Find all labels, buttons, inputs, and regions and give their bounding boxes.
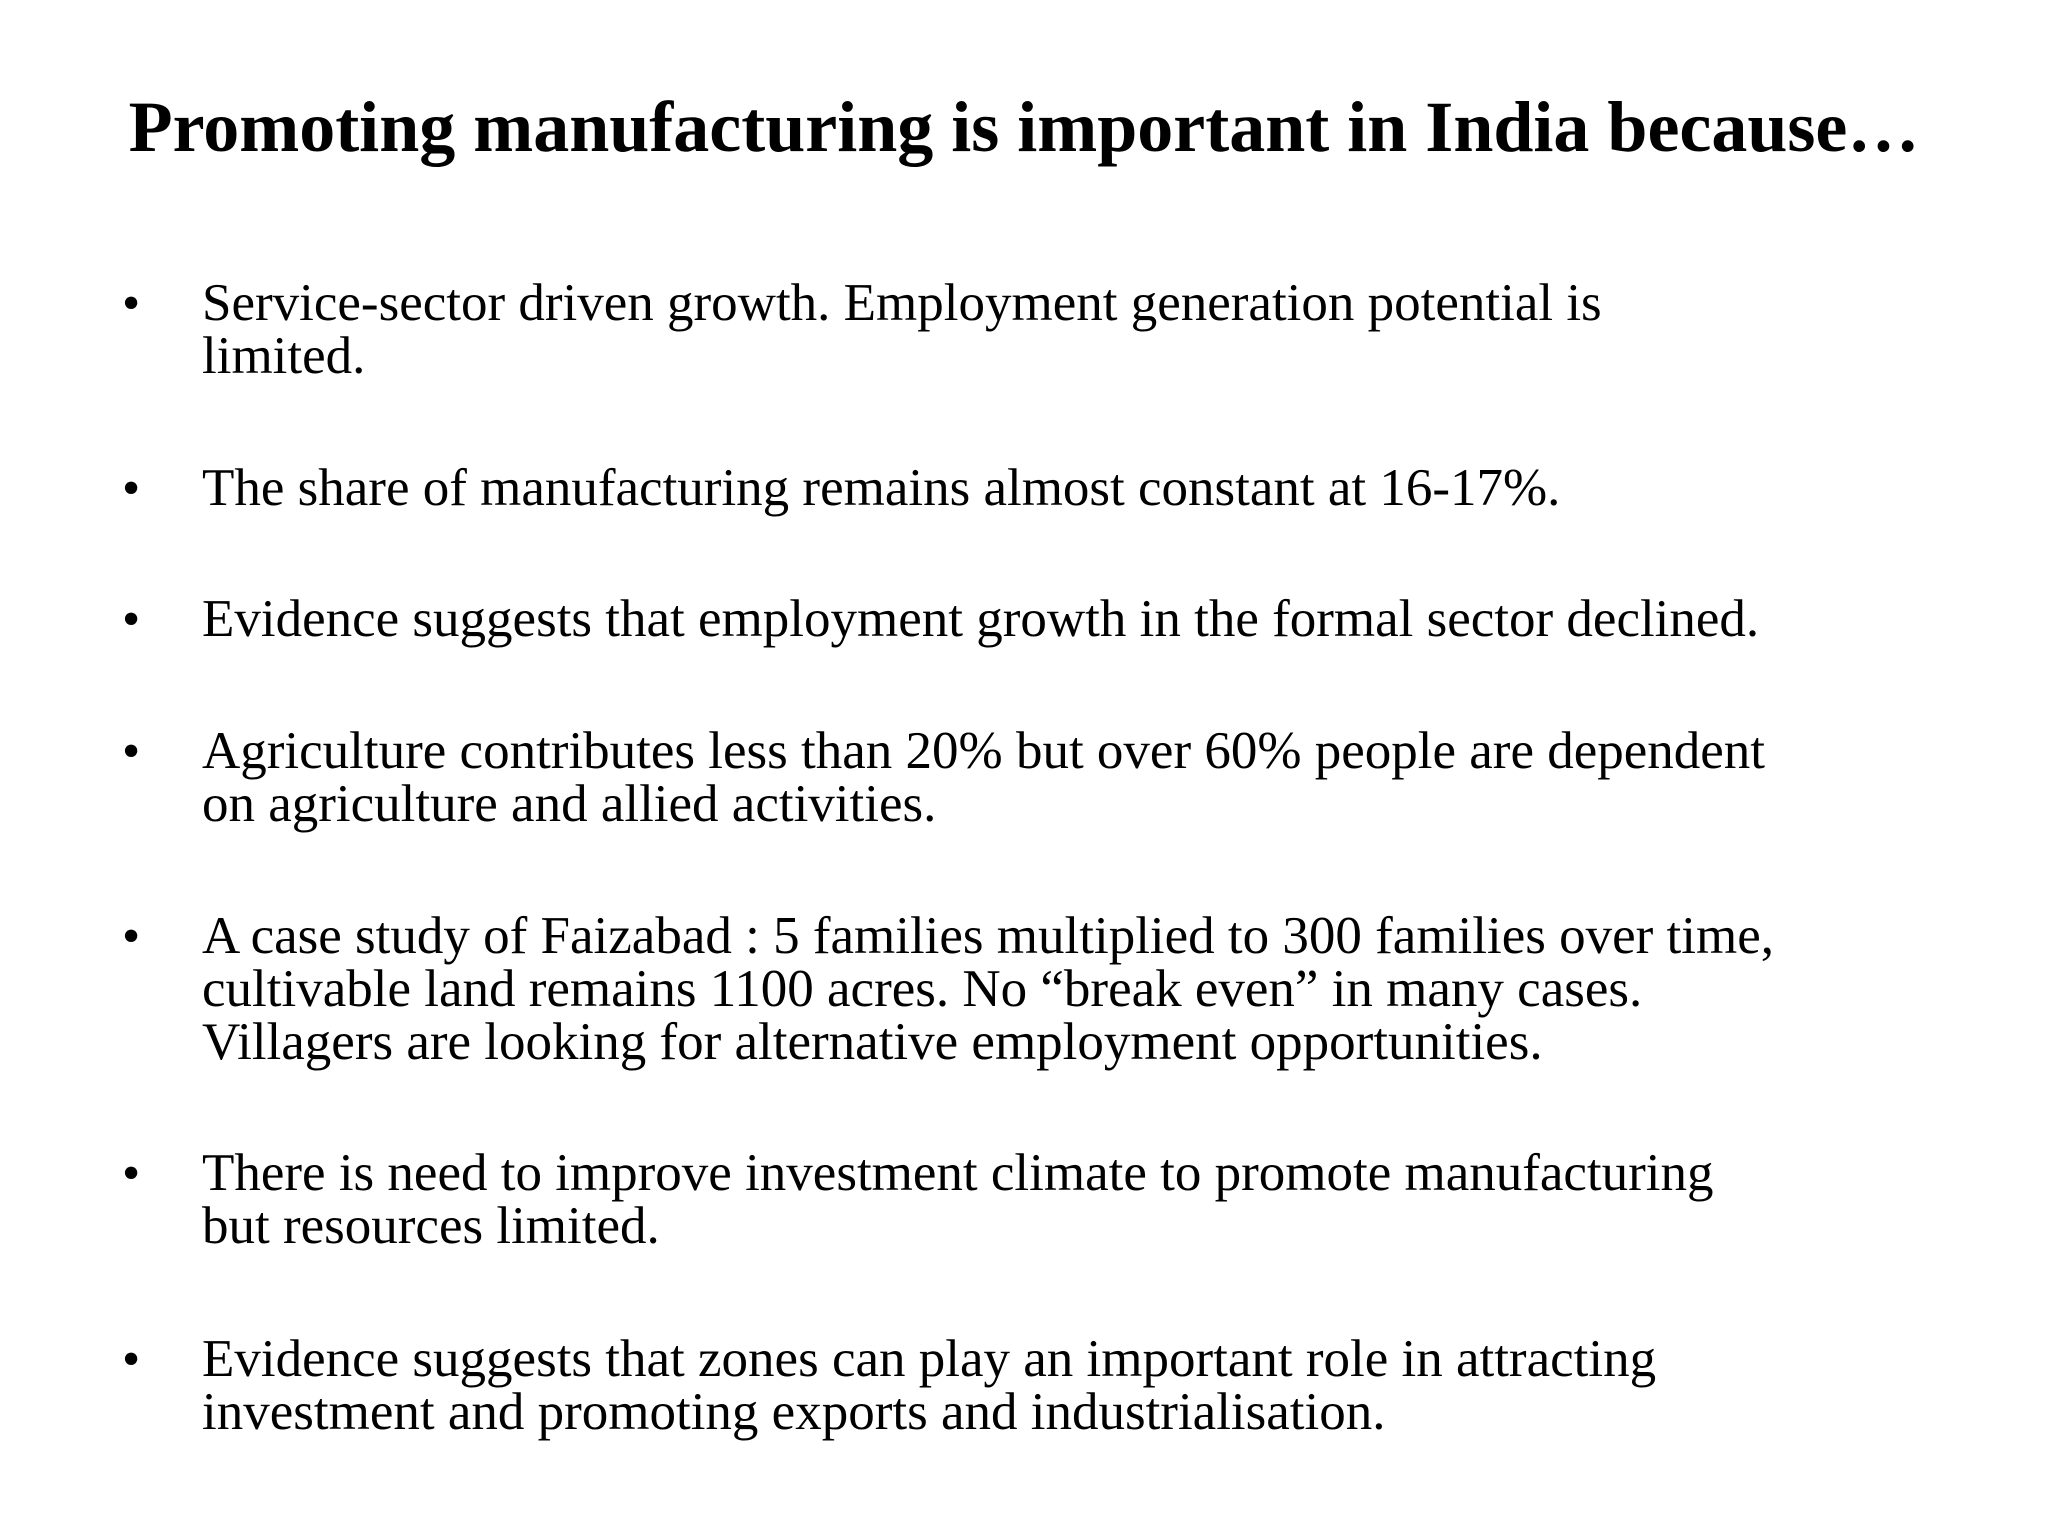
slide-title: Promoting manufacturing is important in India because… (128, 87, 1920, 167)
bullet-text: There is need to improve investment climate to promote manufacturing but resources limited. (202, 1144, 1714, 1255)
bullet-icon: • (122, 1331, 141, 1388)
bullet-text: Evidence suggests that employment growth in the formal sector declined. (202, 590, 1760, 648)
bullet-icon: • (122, 460, 141, 517)
bullet-text: A case study of Faizabad : 5 families multiplied to 300 families over time, cultivable land remains 1100 acres. No “break even” in many cases. Villagers are looking for alternative employment opportunities. (202, 907, 1774, 1071)
bullet-text: The share of manufacturing remains almost constant at 16-17%. (202, 459, 1561, 517)
bullet-icon: • (122, 1145, 141, 1202)
bullet-text: Evidence suggests that zones can play an important role in attracting investment and promoting exports and industrialisation. (202, 1330, 1657, 1441)
bullet-icon: • (122, 275, 141, 332)
bullet-text: Service-sector driven growth. Employment generation potential is limited. (202, 274, 1602, 385)
bullet-icon: • (122, 908, 141, 965)
bullet-icon: • (122, 723, 141, 780)
bullet-text: Agriculture contributes less than 20% but over 60% people are dependent on agriculture and allied activities. (202, 722, 1766, 833)
bullet-icon: • (122, 591, 141, 648)
